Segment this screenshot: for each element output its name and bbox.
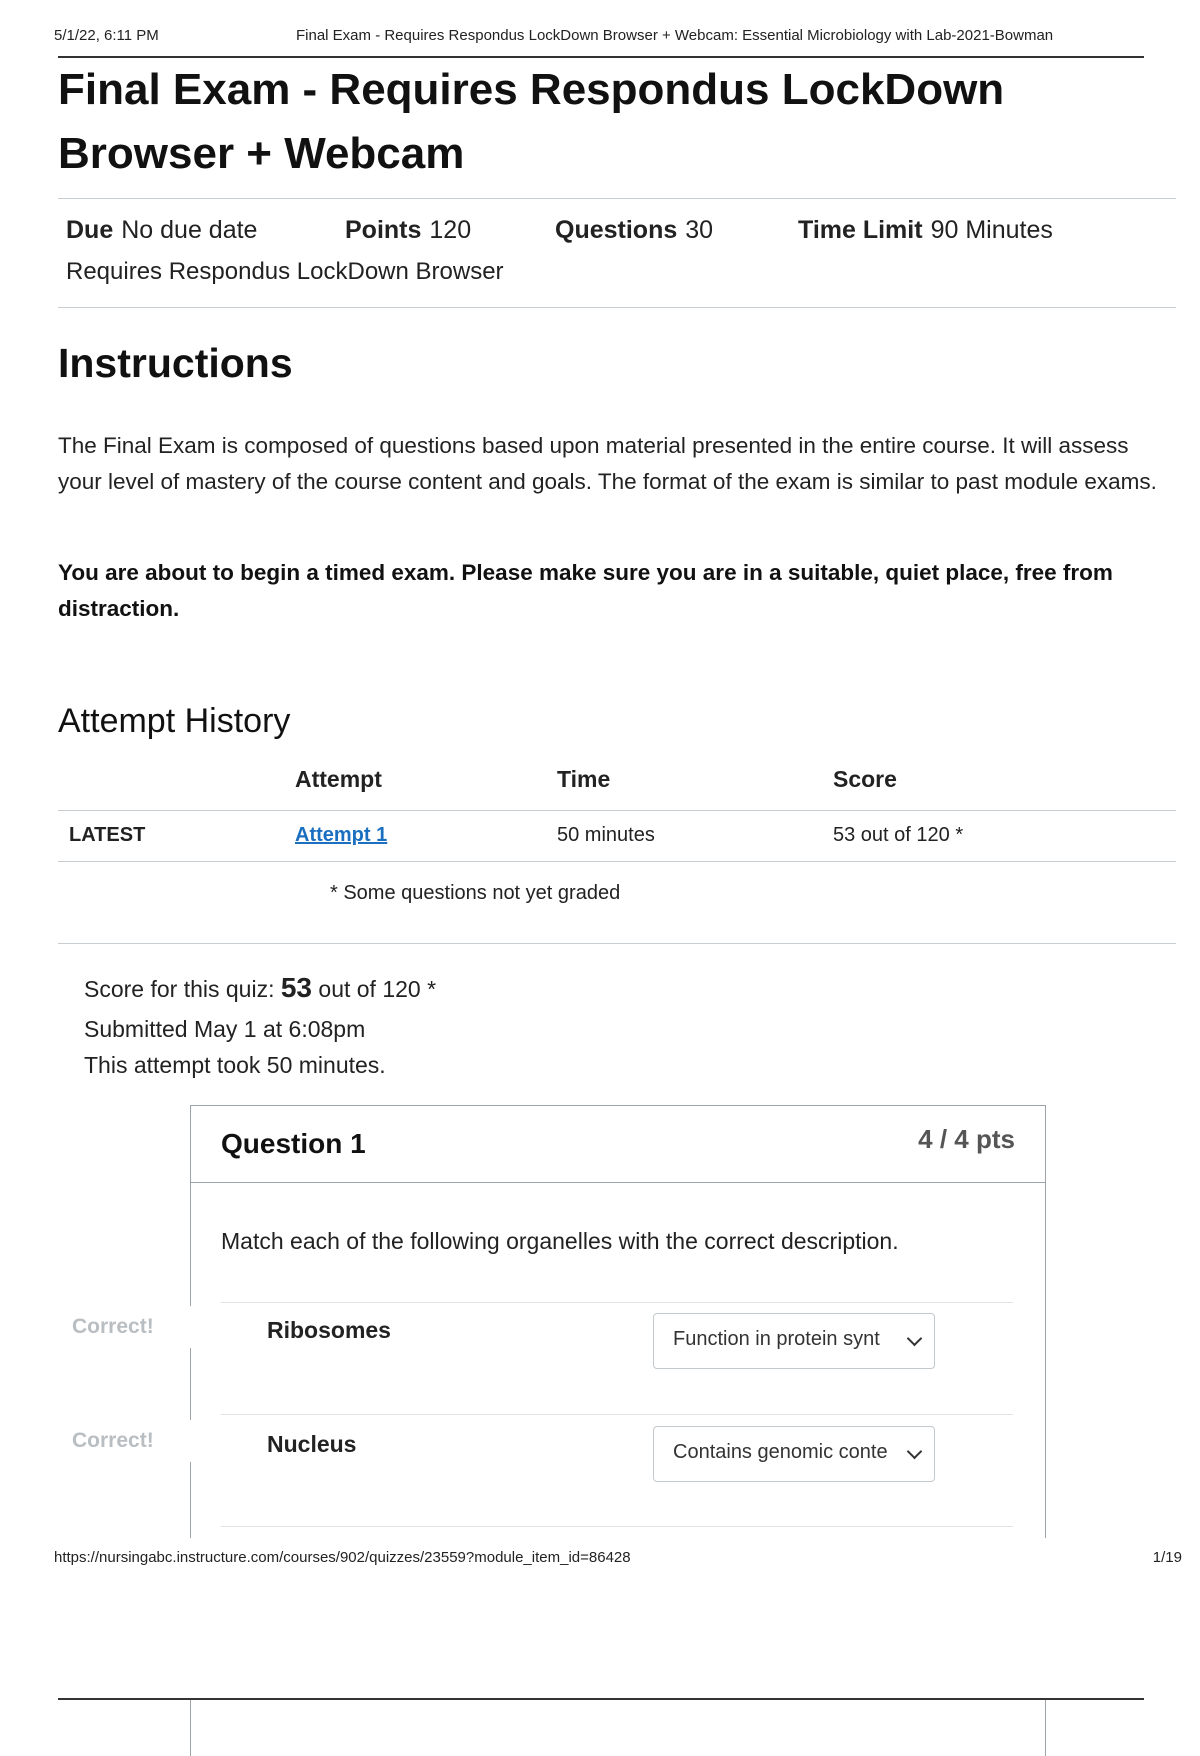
- meta-points-label: Points: [345, 216, 422, 244]
- page-number: 1/19: [1152, 1549, 1182, 1566]
- meta-questions-label: Questions: [555, 216, 678, 244]
- attempt-history-heading: Attempt History: [58, 702, 291, 740]
- meta-due-label: Due: [66, 216, 114, 244]
- correct-indicator: Correct!: [72, 1429, 154, 1452]
- match-term: Nucleus: [267, 1431, 357, 1457]
- meta-due-value: No due date: [121, 216, 258, 244]
- meta-due: [66, 216, 257, 245]
- print-page-title: Final Exam - Requires Respondus LockDown Browser + Webcam: Essential Microbiology with Lab-2021-Bowman: [296, 27, 1054, 44]
- instructions-heading: Instructions: [58, 340, 293, 386]
- attempt-time: 50 minutes: [557, 824, 655, 846]
- match-answer-select[interactable]: [653, 1426, 935, 1482]
- divider: [58, 307, 1176, 308]
- ungraded-footnote: * Some questions not yet graded: [330, 882, 621, 904]
- meta-points-value: 120: [429, 216, 472, 244]
- quiz-score-suffix: out of 120 *: [312, 976, 437, 1002]
- match-divider: [221, 1414, 1013, 1415]
- divider: [58, 198, 1176, 199]
- correct-indicator: Correct!: [72, 1315, 154, 1338]
- table-row-divider: [58, 861, 1176, 862]
- attempt-score: 53 out of 120 *: [833, 824, 964, 846]
- question-header: [191, 1106, 1045, 1183]
- timed-exam-warning: You are about to begin a timed exam. Please make sure you are in a suitable, quiet place, free from distraction.: [58, 560, 1113, 621]
- question-points: 4 / 4 pts: [918, 1124, 1015, 1154]
- match-answer-value: Function in protein synt: [673, 1328, 880, 1350]
- question-prompt: Match each of the following organelles with the correct description.: [221, 1228, 899, 1254]
- question-title: Question 1: [221, 1128, 366, 1159]
- match-answer-select[interactable]: [653, 1313, 935, 1369]
- print-date: 5/1/22, 6:11 PM: [54, 27, 159, 44]
- match-divider: [221, 1302, 1013, 1303]
- instructions-text: The Final Exam is composed of questions based upon material presented in the entire course. It will assess your level of mastery of the course content and goals. The format of the exam is similar to past module exams.: [58, 433, 1157, 494]
- attempt-duration: This attempt took 50 minutes.: [84, 1052, 386, 1078]
- column-header-time: Time: [557, 766, 611, 792]
- meta-questions-value: 30: [685, 216, 714, 244]
- quiz-score-prefix: Score for this quiz:: [84, 976, 281, 1002]
- quiz-score: [84, 972, 436, 1004]
- column-header-attempt: Attempt: [295, 766, 382, 792]
- match-answer-value: Contains genomic conte: [673, 1441, 888, 1463]
- meta-questions: [555, 216, 713, 245]
- print-url: https://nursingabc.instructure.com/courses/902/quizzes/23559?module_item_id=86428: [54, 1549, 631, 1566]
- chevron-down-icon: [907, 1331, 923, 1347]
- quiz-score-value: 53: [280, 972, 313, 1003]
- chevron-down-icon: [907, 1444, 923, 1460]
- match-term: Ribosomes: [267, 1317, 391, 1343]
- page-title: Final Exam - Requires Respondus LockDown Browser + Webcam: [58, 65, 1005, 178]
- lockdown-requirement: Requires Respondus LockDown Browser: [66, 258, 504, 285]
- column-header-score: Score: [833, 766, 897, 792]
- correct-marker-gap: [189, 1420, 193, 1462]
- meta-time-limit: [798, 216, 1053, 245]
- submitted-time: Submitted May 1 at 6:08pm: [84, 1016, 366, 1042]
- match-divider: [221, 1526, 1013, 1527]
- divider: [58, 943, 1176, 944]
- latest-label: LATEST: [69, 824, 146, 846]
- correct-marker-gap: [189, 1306, 193, 1348]
- meta-points: [345, 216, 471, 245]
- attempt-1-link[interactable]: Attempt 1: [295, 824, 388, 846]
- meta-time-limit-value: 90 Minutes: [930, 216, 1053, 244]
- meta-time-limit-label: Time Limit: [798, 216, 923, 244]
- table-header-divider: [58, 810, 1176, 811]
